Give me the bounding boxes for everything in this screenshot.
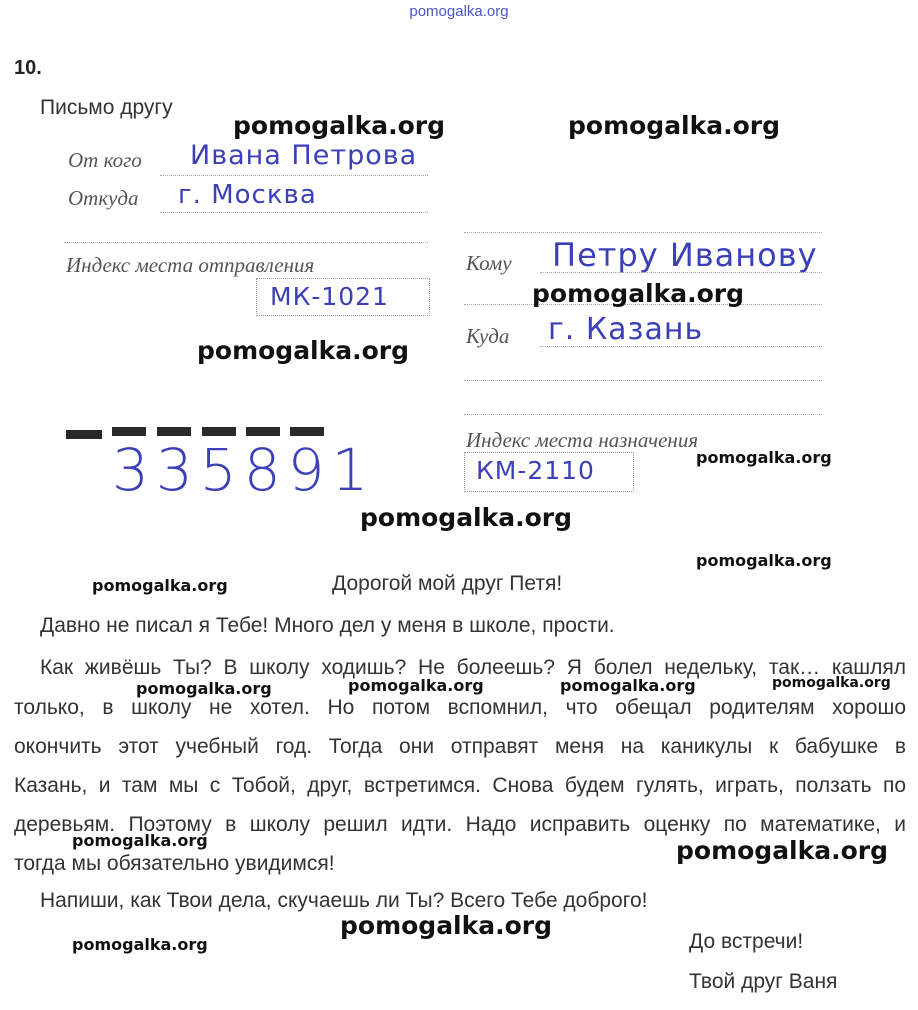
- watermark: pomogalka.org: [360, 503, 573, 532]
- sender-extra-line: [64, 242, 428, 243]
- letter-line: только, в школу не хотел. Но потом вспомнил, что обещал родителям хорошо: [14, 696, 906, 719]
- dest-label: Куда: [466, 324, 510, 348]
- postal-code-dash: [202, 427, 236, 436]
- postal-code-mark: [66, 430, 102, 439]
- origin-value: г. Москва: [178, 180, 317, 210]
- recipient-top-line: [464, 232, 822, 233]
- letter-line: деревьям. Поэтому в школу решил идти. Надо исправить оценку по математике, и: [14, 813, 906, 836]
- letter-line: Как живёшь Ты? В школу ходишь? Не болеешь? Я болел недельку, так… кашлял: [40, 656, 906, 679]
- letter-greeting: Дорогой мой друг Петя!: [332, 572, 563, 595]
- watermark: pomogalka.org: [348, 676, 484, 695]
- origin-label: Откуда: [68, 186, 139, 210]
- origin-line: [160, 212, 428, 213]
- watermark: pomogalka.org: [532, 279, 745, 308]
- watermark: pomogalka.org: [72, 831, 208, 850]
- dest-extra-line: [464, 380, 822, 381]
- dest-line: [540, 346, 822, 347]
- dest-index-value: КМ-2110: [476, 456, 595, 485]
- dest-value: г. Казань: [548, 312, 704, 347]
- watermark: pomogalka.org: [136, 679, 272, 698]
- watermark: pomogalka.org: [72, 935, 208, 954]
- source-link[interactable]: pomogalka.org: [409, 3, 509, 20]
- postal-code: 335891: [112, 436, 376, 504]
- to-line: [540, 272, 822, 273]
- watermark: pomogalka.org: [772, 675, 891, 691]
- postal-code-dash: [157, 427, 191, 436]
- watermark: pomogalka.org: [676, 836, 889, 865]
- postal-code-dash: [290, 427, 324, 436]
- to-label: Кому: [466, 251, 512, 275]
- origin-index-value: МК-1021: [270, 282, 389, 311]
- letter-line: Напиши, как Твои дела, скучаешь ли Ты? Всего Тебе доброго!: [40, 889, 648, 912]
- from-value: Ивана Петрова: [190, 140, 418, 171]
- letter-closing: До встречи!: [689, 930, 804, 953]
- watermark: pomogalka.org: [560, 676, 696, 695]
- letter-line: тогда мы обязательно увидимся!: [14, 852, 335, 875]
- dest-extra-line: [464, 414, 822, 415]
- task-heading: Письмо другу: [40, 96, 173, 119]
- from-line: [160, 175, 428, 176]
- letter-line: окончить этот учебный год. Тогда они отправят меня на каникулы к бабушке в: [14, 735, 906, 758]
- from-label: От кого: [68, 148, 142, 172]
- task-number: 10.: [14, 57, 42, 79]
- letter-line: Давно не писал я Тебе! Много дел у меня в школе, прости.: [40, 614, 615, 637]
- watermark: pomogalka.org: [568, 111, 781, 140]
- watermark: pomogalka.org: [233, 111, 446, 140]
- watermark: pomogalka.org: [92, 576, 228, 595]
- watermark: pomogalka.org: [197, 336, 410, 365]
- postal-code-dash: [246, 427, 280, 436]
- origin-index-label: Индекс места отправления: [66, 253, 315, 277]
- letter-signature: Твой друг Ваня: [689, 970, 838, 993]
- watermark: pomogalka.org: [696, 448, 832, 467]
- postal-code-dash: [112, 427, 146, 436]
- to-value: Петру Иванову: [552, 236, 818, 274]
- watermark: pomogalka.org: [696, 551, 832, 570]
- letter-line: Казань, и там мы с Тобой, друг, встретимся. Снова будем гулять, играть, ползать по: [14, 774, 906, 797]
- dest-index-label: Индекс места назначения: [466, 428, 699, 452]
- watermark: pomogalka.org: [340, 911, 553, 940]
